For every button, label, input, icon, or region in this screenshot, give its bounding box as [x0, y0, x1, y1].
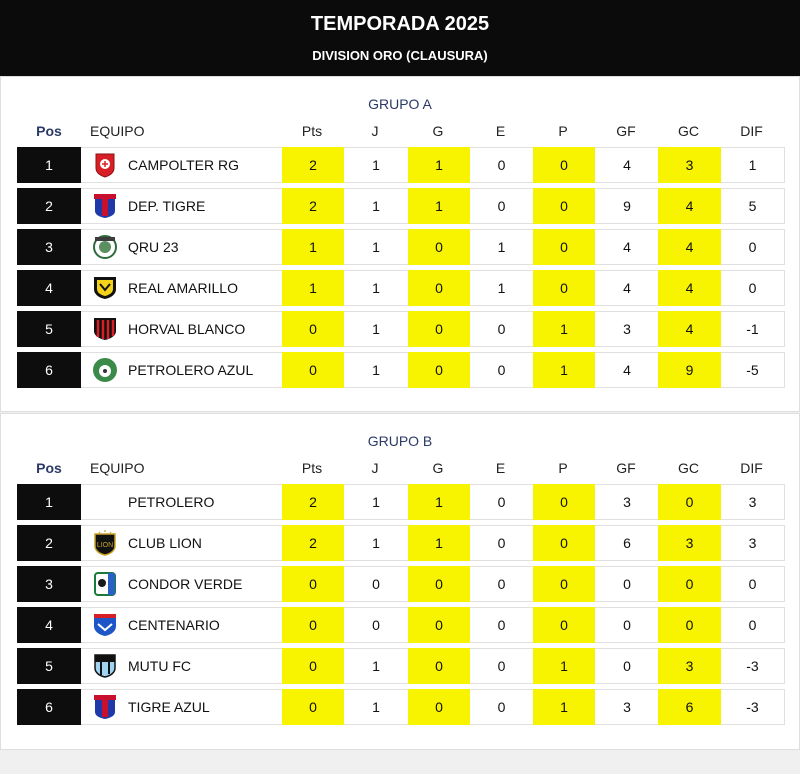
- team-name: CENTENARIO: [128, 617, 220, 633]
- team-cell: [82, 567, 282, 601]
- table-row: [17, 525, 785, 561]
- stat-pts: 0: [282, 607, 344, 643]
- table-row: [17, 607, 785, 643]
- table-row: [17, 352, 785, 388]
- stat-gf: 3: [623, 494, 631, 510]
- blue-red-shield-crest-icon: [92, 193, 118, 219]
- stat-p: 0: [533, 188, 595, 224]
- stat-pts: 0: [282, 566, 344, 602]
- stat-j: 1: [372, 198, 380, 214]
- stat-p: 0: [533, 607, 595, 643]
- table-row: [17, 566, 785, 602]
- stat-e: 0: [497, 494, 506, 510]
- stat-e: 1: [497, 239, 506, 255]
- stat-pts: 0: [282, 689, 344, 725]
- stat-j: 1: [372, 362, 380, 378]
- group-b-panel: [0, 413, 800, 750]
- stat-gc: 0: [658, 607, 721, 643]
- green-round-crest-icon: [92, 234, 118, 260]
- stat-gc: 0: [658, 484, 721, 520]
- position-cell: 4: [17, 607, 81, 643]
- stat-p: 1: [533, 648, 595, 684]
- svg-text:LION: LION: [96, 542, 114, 549]
- table-row: [17, 270, 785, 306]
- table-row: [17, 311, 785, 347]
- stat-j: 1: [372, 239, 380, 255]
- stat-j: 1: [372, 280, 380, 296]
- blue-bird-crest-icon: [92, 612, 118, 638]
- position-cell: 3: [17, 229, 81, 265]
- stat-gf: 4: [623, 157, 631, 173]
- header-gf: GF: [616, 123, 636, 139]
- team-cell: [82, 189, 282, 223]
- green-ball-crest-icon: [92, 357, 118, 383]
- red-shield-crest-icon: [92, 152, 118, 178]
- header-team: EQUIPO: [90, 123, 145, 139]
- table-row: [17, 484, 785, 520]
- stat-g: 0: [408, 689, 470, 725]
- stat-gc: 3: [658, 648, 721, 684]
- stat-gf: 9: [623, 198, 631, 214]
- stat-e: 0: [497, 699, 506, 715]
- stat-gf: 4: [623, 239, 631, 255]
- stat-j: 0: [372, 576, 380, 592]
- stat-gc: 4: [658, 229, 721, 265]
- header-gf: GF: [616, 460, 636, 476]
- stat-dif: -5: [746, 362, 759, 378]
- blue-red-shield-crest-icon: [92, 694, 118, 720]
- stat-gc: 3: [658, 147, 721, 183]
- header-p: P: [558, 460, 568, 476]
- table-row: [17, 648, 785, 684]
- stat-g: 0: [408, 352, 470, 388]
- stat-dif: 0: [748, 576, 757, 592]
- stat-g: 0: [408, 270, 470, 306]
- group-title: GRUPO A: [368, 96, 432, 112]
- stat-dif: -3: [746, 699, 759, 715]
- team-name: PETROLERO: [128, 494, 215, 510]
- black-lightblue-crest-icon: [92, 653, 118, 679]
- table-row: [17, 188, 785, 224]
- header-pos: Pos: [36, 460, 62, 476]
- position-cell: 5: [17, 311, 81, 347]
- header-j: J: [371, 460, 379, 476]
- stat-pts: 2: [282, 147, 344, 183]
- stat-g: 1: [408, 147, 470, 183]
- stat-pts: 2: [282, 525, 344, 561]
- stat-dif: 0: [748, 280, 757, 296]
- stat-p: 0: [533, 525, 595, 561]
- header-p: P: [558, 123, 568, 139]
- stat-gc: 3: [658, 525, 721, 561]
- stat-j: 1: [372, 535, 380, 551]
- page-title: TEMPORADA 2025: [310, 13, 490, 35]
- position-cell: 3: [17, 566, 81, 602]
- team-name: PETROLERO AZUL: [128, 362, 254, 378]
- team-name: MUTU FC: [128, 658, 191, 674]
- stat-pts: 0: [282, 352, 344, 388]
- stat-g: 1: [408, 484, 470, 520]
- stat-p: 0: [533, 229, 595, 265]
- stat-g: 1: [408, 525, 470, 561]
- stat-pts: 1: [282, 270, 344, 306]
- stat-e: 0: [497, 658, 506, 674]
- team-name: CONDOR VERDE: [128, 576, 243, 592]
- stat-gf: 0: [623, 617, 631, 633]
- table-row: [17, 689, 785, 725]
- header-g: G: [432, 123, 444, 139]
- stat-dif: 5: [748, 198, 757, 214]
- stat-g: 0: [408, 566, 470, 602]
- position-cell: 2: [17, 188, 81, 224]
- black-gold-lion-crest-icon: [92, 530, 118, 556]
- stat-e: 0: [497, 576, 506, 592]
- header-dif: DIF: [740, 123, 763, 139]
- table-row: [17, 229, 785, 265]
- stat-gc: 4: [658, 188, 721, 224]
- team-logo-empty-icon: [92, 489, 118, 515]
- stat-p: 0: [533, 566, 595, 602]
- team-cell: [82, 353, 282, 387]
- stat-p: 0: [533, 147, 595, 183]
- stat-j: 1: [372, 157, 380, 173]
- stat-pts: 0: [282, 311, 344, 347]
- stat-pts: 2: [282, 188, 344, 224]
- stat-dif: -3: [746, 658, 759, 674]
- group-a-panel: [0, 76, 800, 412]
- position-cell: 6: [17, 352, 81, 388]
- stat-gf: 4: [623, 280, 631, 296]
- header-g: G: [432, 460, 444, 476]
- team-cell: [82, 148, 282, 182]
- stat-gf: 0: [623, 658, 631, 674]
- stat-dif: -1: [746, 321, 759, 337]
- stat-gf: 3: [623, 699, 631, 715]
- stat-gf: 0: [623, 576, 631, 592]
- header-team: EQUIPO: [90, 460, 145, 476]
- position-cell: 4: [17, 270, 81, 306]
- stat-p: 1: [533, 311, 595, 347]
- stat-g: 0: [408, 229, 470, 265]
- team-cell: [82, 230, 282, 264]
- team-name: CAMPOLTER RG: [128, 157, 239, 173]
- page-header: [0, 0, 800, 76]
- team-cell: [82, 690, 282, 724]
- stat-j: 1: [372, 321, 380, 337]
- red-black-striped-crest-icon: [92, 316, 118, 342]
- stat-j: 1: [372, 494, 380, 510]
- header-dif: DIF: [740, 460, 763, 476]
- stat-e: 0: [497, 535, 506, 551]
- header-gc: GC: [678, 123, 699, 139]
- green-blue-condor-crest-icon: [92, 571, 118, 597]
- team-cell: [82, 649, 282, 683]
- stat-j: 1: [372, 699, 380, 715]
- position-cell: 2: [17, 525, 81, 561]
- stat-gf: 4: [623, 362, 631, 378]
- yellow-black-shield-crest-icon: [92, 275, 118, 301]
- table-header: [17, 120, 785, 142]
- team-cell: [82, 485, 282, 519]
- stat-e: 0: [497, 157, 506, 173]
- table-header: [17, 457, 785, 479]
- team-name: DEP. TIGRE: [128, 198, 206, 214]
- stat-pts: 2: [282, 484, 344, 520]
- stat-p: 0: [533, 270, 595, 306]
- team-name: TIGRE AZUL: [128, 699, 210, 715]
- stat-p: 0: [533, 484, 595, 520]
- stat-dif: 1: [748, 157, 757, 173]
- stat-e: 1: [497, 280, 506, 296]
- stat-j: 1: [372, 658, 380, 674]
- header-pts: Pts: [301, 123, 323, 139]
- group-title: GRUPO B: [367, 433, 433, 449]
- position-cell: 5: [17, 648, 81, 684]
- team-cell: [82, 312, 282, 346]
- team-cell: [82, 526, 282, 560]
- table-row: [17, 147, 785, 183]
- header-j: J: [371, 123, 379, 139]
- stat-g: 0: [408, 607, 470, 643]
- team-name: QRU 23: [128, 239, 179, 255]
- stat-gc: 6: [658, 689, 721, 725]
- stat-j: 0: [372, 617, 380, 633]
- position-cell: 1: [17, 147, 81, 183]
- stat-dif: 3: [748, 535, 757, 551]
- stat-dif: 3: [748, 494, 757, 510]
- header-e: E: [495, 460, 506, 476]
- team-name: HORVAL BLANCO: [128, 321, 246, 337]
- team-name: CLUB LION: [128, 535, 202, 551]
- stat-e: 0: [497, 198, 506, 214]
- stat-e: 0: [497, 617, 506, 633]
- stat-gf: 3: [623, 321, 631, 337]
- team-name: REAL AMARILLO: [128, 280, 238, 296]
- team-cell: [82, 608, 282, 642]
- stat-gc: 4: [658, 311, 721, 347]
- stat-g: 0: [408, 311, 470, 347]
- stat-dif: 0: [748, 617, 757, 633]
- stat-gf: 6: [623, 535, 631, 551]
- stat-g: 0: [408, 648, 470, 684]
- position-cell: 1: [17, 484, 81, 520]
- stat-pts: 0: [282, 648, 344, 684]
- stat-gc: 4: [658, 270, 721, 306]
- stat-e: 0: [497, 321, 506, 337]
- stat-e: 0: [497, 362, 506, 378]
- stat-gc: 0: [658, 566, 721, 602]
- stat-g: 1: [408, 188, 470, 224]
- stat-pts: 1: [282, 229, 344, 265]
- header-pts: Pts: [301, 460, 323, 476]
- stat-p: 1: [533, 352, 595, 388]
- team-cell: [82, 271, 282, 305]
- stat-dif: 0: [748, 239, 757, 255]
- header-gc: GC: [678, 460, 699, 476]
- stat-p: 1: [533, 689, 595, 725]
- stat-gc: 9: [658, 352, 721, 388]
- header-e: E: [495, 123, 506, 139]
- page-subtitle: DIVISION ORO (CLAUSURA): [312, 48, 488, 63]
- header-pos: Pos: [36, 123, 62, 139]
- position-cell: 6: [17, 689, 81, 725]
